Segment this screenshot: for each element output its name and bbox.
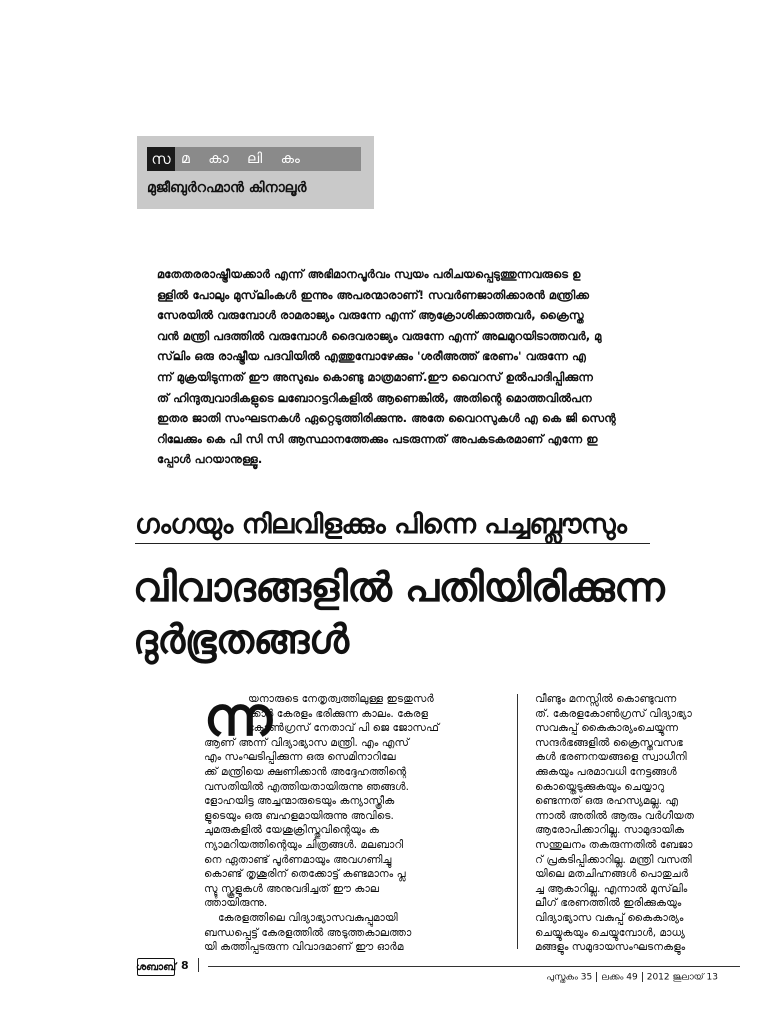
body-line: വസതിയിൽ എത്തിയതായിരുന്നു ഞങ്ങൾ. bbox=[204, 780, 409, 793]
footer-separator bbox=[642, 972, 643, 982]
date-label: 2012 ജൂലായ് 13 bbox=[646, 972, 718, 983]
body-line: ചെയ്യുകയും ചെയ്യുമ്പോൾ, മാധ്യ bbox=[535, 926, 685, 939]
issue-label: ലക്കം 49 bbox=[601, 972, 638, 983]
column-label-text: മ കാ ലി കം bbox=[181, 151, 307, 167]
body-line: ലീഗ് ഭരണത്തിൽ ഇരിക്കുകയും bbox=[535, 897, 682, 910]
standfirst-line: സേരയിൽ വരുമ്പോൾ രാമരാജ്യം വരുന്നേ എന്ന് ആക്രോശിക്കാത്തവർ, ക്രൈസ്ത bbox=[157, 308, 584, 323]
body-line: ന്നാൽ അതിൽ ആരും വർഗീയത bbox=[535, 809, 694, 822]
body-line: ത്. കേരളകോൺഗ്രസ് വിദ്യാഭ്യാ bbox=[535, 707, 692, 720]
volume-label: പുസ്തകം 35 bbox=[546, 972, 593, 983]
body-line: ണ്ടെന്നത് ഒരു രഹസ്യമല്ല. എ bbox=[535, 795, 679, 808]
body-line: ത്തായിരുന്നു. bbox=[204, 897, 268, 910]
body-line: ആണ് അന്ന് വിദ്യാഭ്യാസ മന്ത്രി. എം എസ് bbox=[204, 736, 410, 749]
column-divider bbox=[517, 694, 518, 949]
body-line: വിദ്യാഭ്യാസ വകുപ്പ് കൈകാര്യം bbox=[535, 911, 684, 924]
standfirst-line: സ്‌ലിം ഒരു രാഷ്ട്രീയ പദവിയിൽ എത്തുമ്പോഴേക്കും 'ശരീഅത്ത് ഭരണം' വരുന്നേ എ bbox=[157, 349, 586, 364]
body-line: ബന്ധപ്പെട്ട് കേരളത്തിൽ അടുത്തകാലത്താ bbox=[204, 926, 412, 939]
body-line: വീണ്ടും മനസ്സിൽ കൊണ്ടുവന്ന bbox=[535, 693, 677, 705]
headline-line: ദുർഭൂതങ്ങൾ bbox=[133, 617, 349, 663]
standfirst-line: ത് ഹിന്ദുത്വവാദികളുടെ ലബോറട്ടറികളിൽ ആണെങ്കിൽ, അതിന്റെ മൊത്തവിൽപന bbox=[157, 390, 592, 405]
body-line: കൊയ്തെടുക്കുകയും ചെയ്യാറു bbox=[535, 780, 665, 793]
standfirst-line: ന്ന് മുക്രയിടുന്നത് ഈ അസുഖം കൊണ്ടു മാത്രമാണ്.ഈ വൈറസ് ഉൽപാദിപ്പിക്കുന്ന bbox=[157, 369, 593, 384]
column-label-initial: സ bbox=[147, 147, 175, 171]
magazine-logo: ശബാബ് bbox=[137, 958, 175, 976]
drop-cap: ന്ന bbox=[204, 685, 269, 748]
headline-line: വിവാദങ്ങളിൽ പതിയിരിക്കുന്ന bbox=[133, 565, 665, 611]
body-line: സ്ടു സ്കൂളുകൾ അനുവദിച്ചത് ഈ കാല bbox=[204, 882, 379, 895]
body-line: കോൺഗ്രസ് നേതാവ് പി ജെ ജോസഫ് bbox=[248, 722, 440, 735]
body-line: എം സംഘടിപ്പിക്കുന്ന ഒരു സെമിനാറിലേ bbox=[204, 751, 396, 764]
author-name: മുജീബുർറഹ്മാൻ കിനാലൂർ bbox=[147, 180, 307, 196]
body-line: ക്കാർ കേരളം ഭരിക്കുന്ന കാലം. കേരള bbox=[248, 707, 429, 720]
column-label-bar bbox=[147, 147, 361, 171]
body-column-1 bbox=[204, 692, 498, 955]
footer-rule bbox=[208, 966, 740, 967]
footer-issue-info bbox=[546, 972, 718, 983]
body-line: റ് പ്രകടിപ്പിക്കാറില്ല. മന്ത്രി വസതി bbox=[535, 853, 692, 866]
standfirst-line: ഇതര ജാതി സംഘടനകൾ ഏറ്റെടുത്തിരിക്കുന്നു. അതേ വൈറസുകൾ എ കെ ജി സെന്റ bbox=[157, 411, 616, 426]
body-line: കേരളത്തിലെ വിദ്യാഭ്യാസവകുപ്പുമായി bbox=[218, 911, 398, 924]
standfirst-line: മതേതരരാഷ്ട്രീയക്കാർ എന്ന് അഭിമാനപൂർവം സ്വയം പരിചയപ്പെടുത്തുന്നവരുടെ ഉ bbox=[157, 267, 581, 281]
kicker-headline: ഗംഗയും നിലവിളക്കും പിന്നെ പച്ചബ്ലൗസും bbox=[135, 509, 650, 544]
body-line: ളോഹയിട്ട അച്ചന്മാരുടെയും കന്യാസ്ത്രീക bbox=[204, 795, 395, 808]
body-line: യനാരുടെ നേതൃത്വത്തിലുള്ള ഇടതുസർ bbox=[248, 693, 434, 705]
body-line: യിലെ മതചിഹ്നങ്ങൾ പൊതുചർ bbox=[535, 868, 689, 881]
body-line: സന്ദർഭങ്ങളിൽ ക്രൈസ്തവസഭ bbox=[535, 736, 683, 749]
body-line: ന്യാമറിയത്തിന്റെയും ചിത്രങ്ങൾ. മലബാറി bbox=[204, 838, 404, 851]
body-line: ക്ക് മന്ത്രിയെ ക്ഷണിക്കാൻ അദ്ദേഹത്തിന്റെ bbox=[204, 765, 407, 778]
body-line: സന്തുലനം തകരുന്നതിൽ ബേജാ bbox=[535, 838, 693, 851]
standfirst-line: പ്പോൾ പറയാനുള്ളൂ. bbox=[157, 452, 263, 467]
standfirst bbox=[157, 264, 647, 470]
body-line: മങ്ങളും സമുദായസംഘടനകളും bbox=[535, 941, 686, 954]
body-line: ളുടെയും ഒരു ബഹളമായിരുന്നു അവിടെ. bbox=[204, 809, 394, 822]
standfirst-line: വൻ മന്ത്രി പദത്തിൽ വരുമ്പോൾ ദൈവരാജ്യം വരുന്നേ എന്ന് അലമുറയിടാത്തവർ, മു bbox=[157, 328, 602, 343]
body-line: യി കത്തിപ്പടരുന്ന വിവാദമാണ് ഈ ഓർമ bbox=[204, 941, 404, 954]
body-line: നെ ഏതാണ്ട് പൂർണമായും അവഗണിച്ചു bbox=[204, 853, 392, 866]
body-line: ചുമരുകളിൽ യേശുക്രിസ്തുവിന്റെയും ക bbox=[204, 824, 379, 837]
main-headline bbox=[133, 562, 693, 666]
footer-separator bbox=[596, 972, 597, 982]
body-line: സവകുപ്പ് കൈകാര്യംചെയ്യുന്ന bbox=[535, 722, 679, 735]
body-line: കൾ ഭരണനയങ്ങളെ സ്വാധീനി bbox=[535, 751, 687, 764]
column-header-box bbox=[137, 136, 374, 209]
body-line: ആരോപിക്കാറില്ല. സാമുദായിക bbox=[535, 824, 685, 837]
body-column-2 bbox=[535, 692, 735, 955]
body-line: കൊണ്ട് തൃശൂരിന് തെക്കോട്ട് കണ്ടമാനം പ്ല bbox=[204, 868, 406, 881]
standfirst-line: ള്ളിൽ പോലും മുസ്‌ലിംകൾ ഇന്നും അപരന്മാരാണ്! സവർണജാതിക്കാരൻ മന്ത്രിക്ക bbox=[157, 287, 590, 302]
page-number: 8 bbox=[181, 959, 189, 972]
body-line: ക്കുകയും പരമാവധി നേട്ടങ്ങൾ bbox=[535, 765, 677, 778]
footer-divider-tick bbox=[198, 958, 199, 972]
standfirst-line: റിലേക്കും കെ പി സി സി ആസ്ഥാനത്തേക്കും പടരുന്നത് അപകടകരമാണ് എന്നേ ഇ bbox=[157, 431, 598, 446]
body-line: ച്ച ആകാറില്ല. എന്നാൽ മുസ്‌ലിം bbox=[535, 882, 688, 895]
